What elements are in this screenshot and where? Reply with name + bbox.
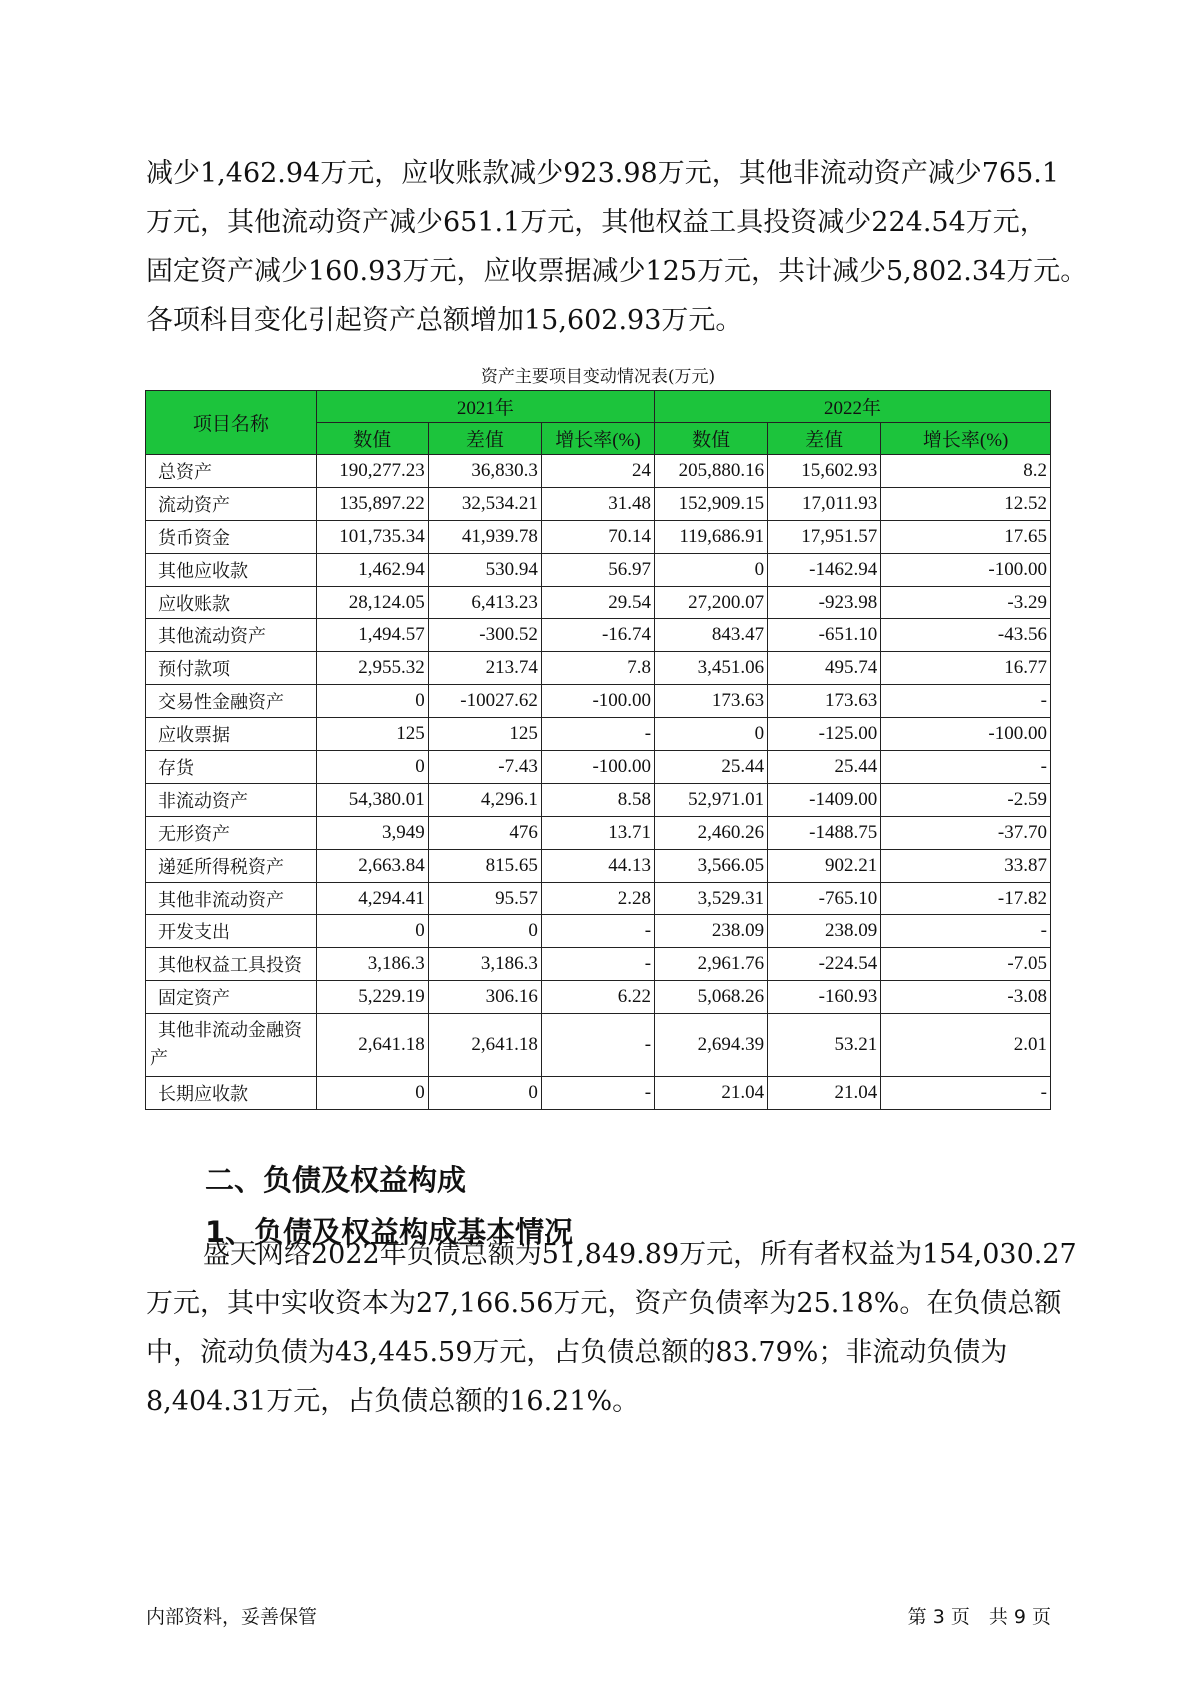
table-row (146, 553, 1051, 586)
intro-line: 固定资产减少160.93万元，应收票据减少125万元，共计减少5,802.34万元。 (146, 256, 1088, 287)
row-value-cell: 32,534.21 (428, 487, 541, 520)
table-row (146, 948, 1051, 981)
table-row (146, 455, 1051, 488)
row-value-cell: 8.58 (541, 783, 654, 816)
subheader-cell: 数值 (655, 423, 768, 455)
row-value-cell: 1,494.57 (316, 619, 428, 652)
row-value-cell: -16.74 (541, 619, 654, 652)
table-row (146, 849, 1051, 882)
table-row (146, 981, 1051, 1014)
row-value-cell: -17.82 (881, 882, 1051, 915)
row-value-cell: - (881, 751, 1051, 784)
table-row (146, 751, 1051, 784)
row-item-name: 长期应收款 (146, 1077, 317, 1110)
subheader-cell: 增长率(%) (881, 423, 1051, 455)
row-value-cell: - (541, 718, 654, 751)
row-value-cell: 7.8 (541, 652, 654, 685)
row-value-cell: 95.57 (428, 882, 541, 915)
row-value-cell: 6,413.23 (428, 586, 541, 619)
row-value-cell: 238.09 (768, 915, 881, 948)
row-value-cell: 5,229.19 (316, 981, 428, 1014)
row-value-cell: -224.54 (768, 948, 881, 981)
row-value-cell: -3.29 (881, 586, 1051, 619)
row-value-cell: 530.94 (428, 553, 541, 586)
row-value-cell: 17.65 (881, 520, 1051, 553)
row-value-cell: 0 (316, 751, 428, 784)
row-value-cell: 13.71 (541, 816, 654, 849)
row-item-name: 交易性金融资产 (146, 685, 317, 718)
table-row (146, 718, 1051, 751)
row-value-cell: 25.44 (768, 751, 881, 784)
table-row (146, 915, 1051, 948)
row-value-cell: -1409.00 (768, 783, 881, 816)
row-value-cell: 0 (428, 915, 541, 948)
table-row (146, 1014, 1051, 1077)
row-value-cell: 135,897.22 (316, 487, 428, 520)
row-value-cell: -300.52 (428, 619, 541, 652)
row-value-cell: 31.48 (541, 487, 654, 520)
row-value-cell: - (541, 915, 654, 948)
footer-page-number: 第 3 页 共 9 页 (907, 1606, 1051, 1628)
table-row (146, 487, 1051, 520)
row-value-cell: 815.65 (428, 849, 541, 882)
row-value-cell: 0 (428, 1077, 541, 1110)
table-row (146, 586, 1051, 619)
body-paragraph (146, 1230, 1077, 1426)
row-value-cell: -100.00 (881, 718, 1051, 751)
row-value-cell: 125 (316, 718, 428, 751)
year-2021-header: 2021年 (316, 391, 654, 423)
row-item-name: 其他流动资产 (146, 619, 317, 652)
row-value-cell: -10027.62 (428, 685, 541, 718)
row-value-cell: - (881, 685, 1051, 718)
table-row (146, 1077, 1051, 1110)
row-value-cell: 495.74 (768, 652, 881, 685)
row-value-cell: 15,602.93 (768, 455, 881, 488)
row-item-name: 总资产 (146, 455, 317, 488)
row-value-cell: 56.97 (541, 553, 654, 586)
table-row (146, 685, 1051, 718)
table-row (146, 619, 1051, 652)
row-value-cell: - (541, 948, 654, 981)
row-value-cell: 119,686.91 (655, 520, 768, 553)
row-value-cell: 24 (541, 455, 654, 488)
row-value-cell: -160.93 (768, 981, 881, 1014)
row-value-cell: -651.10 (768, 619, 881, 652)
subheader-cell: 数值 (316, 423, 428, 455)
item-name-header: 项目名称 (146, 391, 317, 455)
row-value-cell: - (881, 1077, 1051, 1110)
row-value-cell: 41,939.78 (428, 520, 541, 553)
row-value-cell: 3,186.3 (316, 948, 428, 981)
row-item-name: 存货 (146, 751, 317, 784)
row-value-cell: 3,529.31 (655, 882, 768, 915)
row-value-cell: 33.87 (881, 849, 1051, 882)
section-heading: 二、负债及权益构成 (205, 1163, 467, 1197)
row-value-cell: 3,451.06 (655, 652, 768, 685)
row-value-cell: -765.10 (768, 882, 881, 915)
subheader-cell: 增长率(%) (541, 423, 654, 455)
row-value-cell: 5,068.26 (655, 981, 768, 1014)
row-value-cell: 306.16 (428, 981, 541, 1014)
row-value-cell: 173.63 (768, 685, 881, 718)
intro-line: 万元，其他流动资产减少651.1万元，其他权益工具投资减少224.54万元， (146, 207, 1047, 238)
row-item-name: 预付款项 (146, 652, 317, 685)
row-item-name: 开发支出 (146, 915, 317, 948)
row-value-cell: 2,663.84 (316, 849, 428, 882)
row-value-cell: -923.98 (768, 586, 881, 619)
row-value-cell: 12.52 (881, 487, 1051, 520)
row-value-cell: 152,909.15 (655, 487, 768, 520)
row-value-cell: 2,955.32 (316, 652, 428, 685)
row-item-name: 递延所得税资产 (146, 849, 317, 882)
row-value-cell: -100.00 (541, 685, 654, 718)
row-value-cell: 476 (428, 816, 541, 849)
row-value-cell: 70.14 (541, 520, 654, 553)
row-item-name: 其他非流动金融资产 (146, 1014, 317, 1077)
row-value-cell: 52,971.01 (655, 783, 768, 816)
row-item-name: 其他应收款 (146, 553, 317, 586)
row-value-cell: 17,011.93 (768, 487, 881, 520)
row-value-cell: 44.13 (541, 849, 654, 882)
row-value-cell: -125.00 (768, 718, 881, 751)
table-header-row (146, 391, 1051, 423)
row-value-cell: 213.74 (428, 652, 541, 685)
row-value-cell: 53.21 (768, 1014, 881, 1077)
row-value-cell: 2,641.18 (428, 1014, 541, 1077)
row-value-cell: 54,380.01 (316, 783, 428, 816)
row-value-cell: 0 (316, 1077, 428, 1110)
row-value-cell: 2,460.26 (655, 816, 768, 849)
row-value-cell: -3.08 (881, 981, 1051, 1014)
row-value-cell: - (541, 1077, 654, 1110)
row-value-cell: - (881, 915, 1051, 948)
row-value-cell: 28,124.05 (316, 586, 428, 619)
row-value-cell: 902.21 (768, 849, 881, 882)
row-value-cell: 6.22 (541, 981, 654, 1014)
subsection-heading: 1、负债及权益构成基本情况 (205, 1215, 574, 1249)
row-value-cell: 0 (316, 915, 428, 948)
body-line: 中，流动负债为43,445.59万元，占负债总额的83.79%；非流动负债为 (146, 1337, 1008, 1368)
body-line: 万元，其中实收资本为27,166.56万元，资产负债率为25.18%。在负债总额 (146, 1288, 1062, 1319)
row-value-cell: 173.63 (655, 685, 768, 718)
row-value-cell: 27,200.07 (655, 586, 768, 619)
row-item-name: 应收票据 (146, 718, 317, 751)
row-value-cell: -1488.75 (768, 816, 881, 849)
row-value-cell: 2.28 (541, 882, 654, 915)
row-value-cell: 238.09 (655, 915, 768, 948)
intro-paragraph (146, 149, 1088, 345)
footer-confidential-note: 内部资料，妥善保管 (146, 1606, 318, 1628)
row-item-name: 应收账款 (146, 586, 317, 619)
row-value-cell: 1,462.94 (316, 553, 428, 586)
row-value-cell: 2,641.18 (316, 1014, 428, 1077)
row-value-cell: -37.70 (881, 816, 1051, 849)
row-value-cell: 4,296.1 (428, 783, 541, 816)
row-value-cell: 2,961.76 (655, 948, 768, 981)
row-value-cell: 2.01 (881, 1014, 1051, 1077)
table-row (146, 520, 1051, 553)
row-value-cell: 101,735.34 (316, 520, 428, 553)
row-item-name: 货币资金 (146, 520, 317, 553)
body-line: 8,404.31万元，占负债总额的16.21%。 (146, 1386, 640, 1417)
table-row (146, 652, 1051, 685)
row-item-name: 流动资产 (146, 487, 317, 520)
table-row (146, 783, 1051, 816)
row-value-cell: -7.43 (428, 751, 541, 784)
row-value-cell: -7.05 (881, 948, 1051, 981)
row-value-cell: 21.04 (655, 1077, 768, 1110)
row-value-cell: 2,694.39 (655, 1014, 768, 1077)
row-value-cell: 3,186.3 (428, 948, 541, 981)
row-value-cell: - (541, 1014, 654, 1077)
body-line: 盛天网络2022年负债总额为51,849.89万元，所有者权益为154,030.27 (203, 1239, 1077, 1270)
year-2022-header: 2022年 (655, 391, 1051, 423)
intro-line: 各项科目变化引起资产总额增加15,602.93万元。 (146, 305, 743, 336)
asset-changes-table (145, 390, 1051, 1110)
row-value-cell: -2.59 (881, 783, 1051, 816)
row-value-cell: 0 (316, 685, 428, 718)
row-value-cell: 16.77 (881, 652, 1051, 685)
row-value-cell: -100.00 (881, 553, 1051, 586)
row-value-cell: 8.2 (881, 455, 1051, 488)
row-value-cell: 29.54 (541, 586, 654, 619)
intro-line: 减少1,462.94万元，应收账款减少923.98万元，其他非流动资产减少765.1 (146, 158, 1060, 189)
row-value-cell: 843.47 (655, 619, 768, 652)
row-value-cell: 4,294.41 (316, 882, 428, 915)
row-item-name: 固定资产 (146, 981, 317, 1014)
subheader-cell: 差值 (428, 423, 541, 455)
row-value-cell: 0 (655, 553, 768, 586)
row-value-cell: 3,949 (316, 816, 428, 849)
row-value-cell: 3,566.05 (655, 849, 768, 882)
row-value-cell: -1462.94 (768, 553, 881, 586)
row-value-cell: 36,830.3 (428, 455, 541, 488)
row-item-name: 其他权益工具投资 (146, 948, 317, 981)
table-row (146, 882, 1051, 915)
row-value-cell: -100.00 (541, 751, 654, 784)
table-caption: 资产主要项目变动情况表(万元) (480, 367, 716, 387)
subheader-cell: 差值 (768, 423, 881, 455)
row-value-cell: 125 (428, 718, 541, 751)
row-value-cell: 0 (655, 718, 768, 751)
row-value-cell: 17,951.57 (768, 520, 881, 553)
table-row (146, 816, 1051, 849)
row-value-cell: 190,277.23 (316, 455, 428, 488)
row-value-cell: 21.04 (768, 1077, 881, 1110)
row-value-cell: 25.44 (655, 751, 768, 784)
row-item-name: 其他非流动资产 (146, 882, 317, 915)
row-item-name: 非流动资产 (146, 783, 317, 816)
row-value-cell: 205,880.16 (655, 455, 768, 488)
table-body (146, 455, 1051, 1110)
row-item-name: 无形资产 (146, 816, 317, 849)
row-value-cell: -43.56 (881, 619, 1051, 652)
